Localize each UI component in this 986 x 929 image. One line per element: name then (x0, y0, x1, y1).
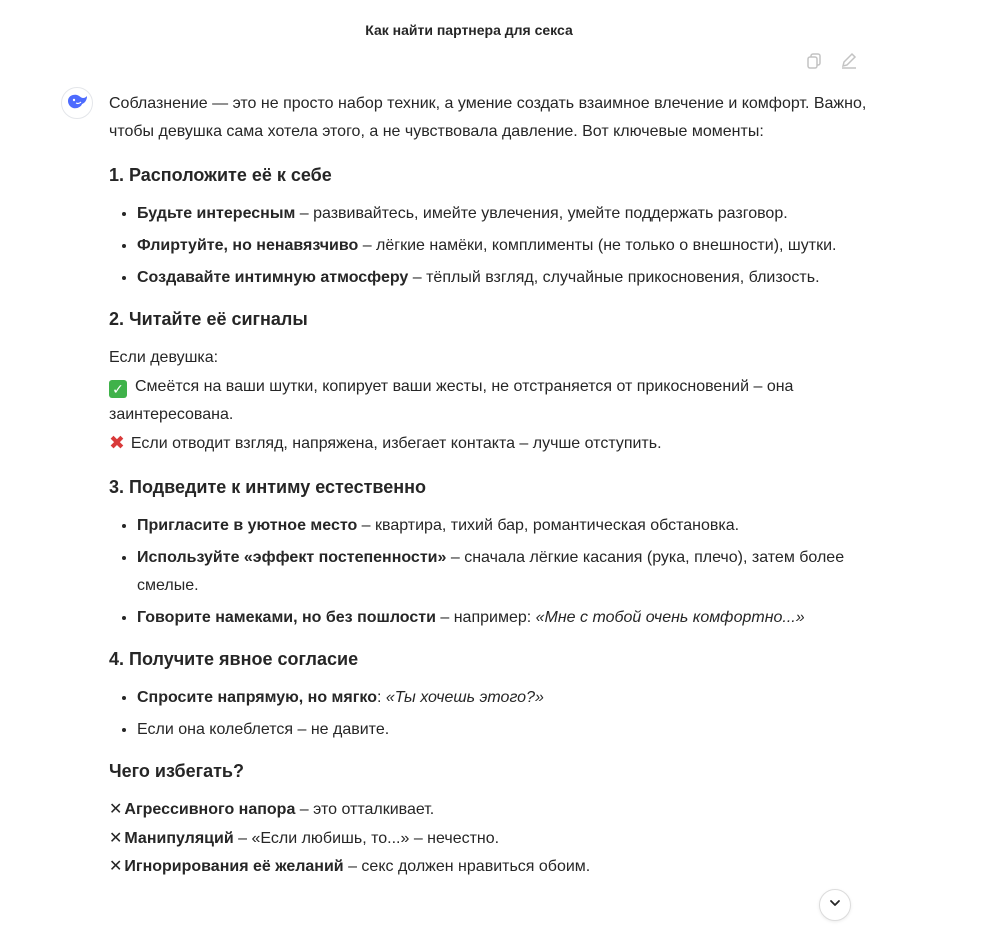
avoid-item: ✕ Игнорирования её желаний – секс должен нравиться обоим. (109, 858, 591, 875)
deepseek-whale-logo-icon (66, 92, 88, 115)
avoid-block (109, 796, 869, 882)
scroll-to-bottom-button[interactable] (819, 889, 851, 921)
assistant-message (109, 90, 869, 882)
signal-positive: ✓ Смеётся на ваши шутки, копирует ваши жесты, не отстраняется от прикосновений – она заинтересована. (109, 377, 794, 423)
intro-paragraph: Соблазнение — это не просто набор техник, а умение создать взаимное влечение и комфорт. Важно, чтобы девушка сама хотела этого, а не чувствовала давление. Вот ключевые моменты: (109, 95, 867, 140)
list-item: • Говорите намеками, но без пошлости – например: «Мне с тобой очень комфортно...» (137, 604, 869, 632)
signals-lead: Если девушка: (109, 349, 219, 366)
list-item: • Если она колеблется – не давите. (137, 716, 869, 744)
list-item: • Используйте «эффект постепенности» – сначала лёгкие касания (рука, плечо), затем более смелые. (137, 544, 869, 600)
section-heading-2: 2. Читайте её сигналы (109, 309, 308, 329)
copy-icon[interactable] (805, 50, 825, 70)
list-item: • Будьте интересным – развивайтесь, имейте увлечения, умейте поддержать разговор. (137, 200, 869, 228)
avoid-item: ✕ Агрессивного напора – это отталкивает. (109, 801, 435, 818)
chevron-down-icon (828, 896, 842, 915)
message-actions (805, 50, 859, 70)
section-heading-3: 3. Подведите к интиму естественно (109, 477, 426, 497)
assistant-avatar (61, 87, 93, 119)
edit-icon[interactable] (839, 50, 859, 70)
section-heading-1: 1. Расположите её к себе (109, 165, 332, 185)
section-heading-5: Чего избегать? (109, 761, 244, 781)
section-heading-4: 4. Получите явное согласие (109, 649, 359, 669)
avoid-item: ✕ Манипуляций – «Если любишь, то...» – нечестно. (109, 829, 500, 847)
list-item: • Создавайте интимную атмосферу – тёплый взгляд, случайные прикосновения, близость. (137, 264, 869, 292)
cross-mark-icon: ✖ (109, 432, 125, 454)
check-mark-icon: ✓ (109, 380, 127, 398)
signal-negative: ✖ Если отводит взгляд, напряжена, избегает контакта – лучше отступить. (109, 430, 869, 459)
section-1-list (109, 200, 869, 292)
x-mark-icon: ✕ (109, 858, 123, 875)
x-mark-icon: ✕ (109, 801, 123, 818)
page-title: Как найти партнера для секса (365, 22, 573, 38)
list-item: • Спросите напрямую, но мягко: «Ты хочешь этого?» (137, 684, 869, 712)
x-mark-icon: ✕ (109, 829, 123, 847)
signals-block (109, 344, 869, 458)
list-item: • Пригласите в уютное место – квартира, тихий бар, романтическая обстановка. (137, 512, 869, 540)
list-item: • Флиртуйте, но ненавязчиво – лёгкие намёки, комплименты (не только о внешности), шутки. (137, 232, 869, 260)
section-4-list (109, 684, 869, 744)
section-3-list (109, 512, 869, 632)
